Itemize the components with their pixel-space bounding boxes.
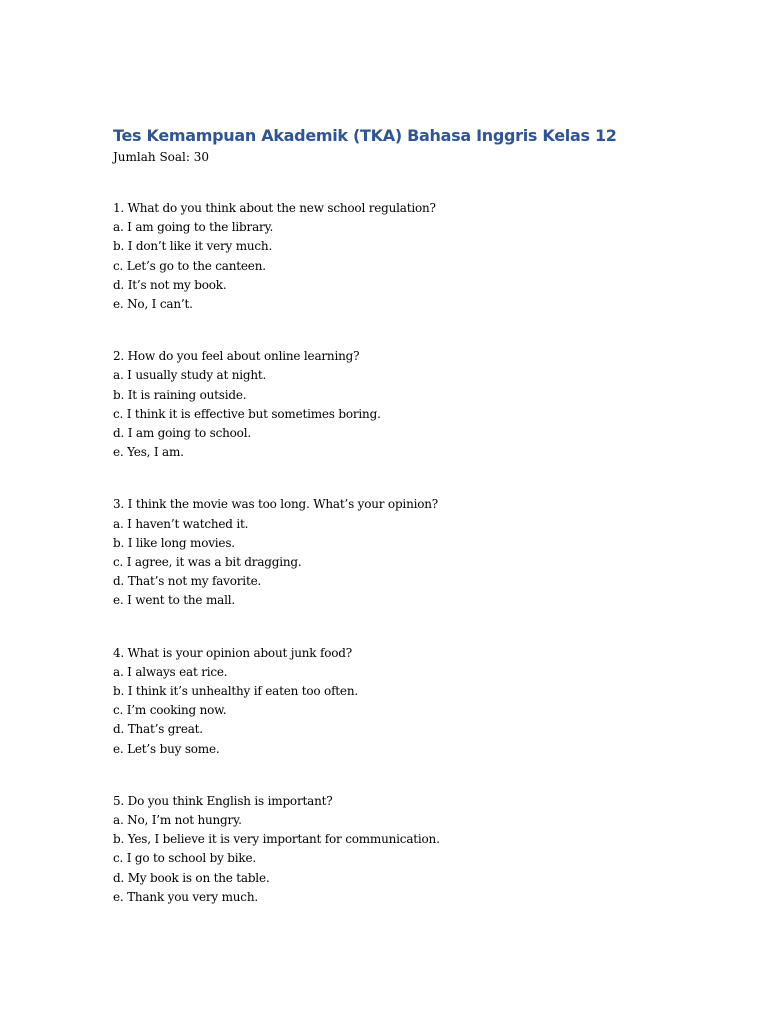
option-b: b. I like long movies.	[113, 535, 235, 550]
option-c: c. I agree, it was a bit dragging.	[113, 555, 302, 570]
option-e: e. Let’s buy some.	[113, 741, 220, 756]
question-text: 5. Do you think English is important?	[113, 793, 333, 808]
option-d: d. It’s not my book.	[113, 277, 227, 292]
question-text: 1. What do you think about the new school regulation?	[113, 201, 436, 215]
question-list	[113, 199, 713, 907]
option-d: d. I am going to school.	[113, 426, 251, 441]
option-c: c. I think it is effective but sometimes boring.	[113, 406, 381, 421]
option-c: c. I go to school by bike.	[113, 851, 256, 866]
option-d: d. My book is on the table.	[113, 870, 270, 885]
option-e: e. Yes, I am.	[113, 445, 184, 460]
page-title: Tes Kemampuan Akademik (TKA) Bahasa Inggris Kelas 12	[113, 126, 617, 145]
option-b: b. I don’t like it very much.	[113, 239, 273, 254]
option-a: a. I always eat rice.	[113, 664, 228, 679]
question-text: 2. How do you feel about online learning?	[113, 349, 360, 364]
document-content	[113, 124, 713, 940]
question-text: 3. I think the movie was too long. What’s your opinion?	[113, 497, 439, 512]
question-1	[113, 199, 713, 314]
option-e: e. No, I can’t.	[113, 297, 193, 312]
question-3	[113, 495, 713, 610]
option-a: a. I usually study at night.	[113, 368, 267, 383]
option-a: a. I am going to the library.	[113, 220, 274, 235]
option-c: c. I’m cooking now.	[113, 703, 227, 718]
option-d: d. That’s great.	[113, 722, 203, 737]
option-b: b. It is raining outside.	[113, 387, 247, 402]
option-b: b. I think it’s unhealthy if eaten too often.	[113, 684, 358, 699]
option-e: e. Thank you very much.	[113, 889, 258, 904]
option-c: c. Let’s go to the canteen.	[113, 258, 266, 273]
option-b: b. Yes, I believe it is very important for communication.	[113, 832, 440, 847]
question-5	[113, 792, 713, 907]
question-text: 4. What is your opinion about junk food?	[113, 645, 352, 660]
option-d: d. That’s not my favorite.	[113, 574, 262, 589]
question-2	[113, 347, 713, 462]
option-e: e. I went to the mall.	[113, 593, 235, 608]
question-count: Jumlah Soal: 30	[113, 150, 210, 164]
option-a: a. No, I’m not hungry.	[113, 813, 242, 828]
option-a: a. I haven’t watched it.	[113, 516, 249, 531]
question-4	[113, 644, 713, 759]
